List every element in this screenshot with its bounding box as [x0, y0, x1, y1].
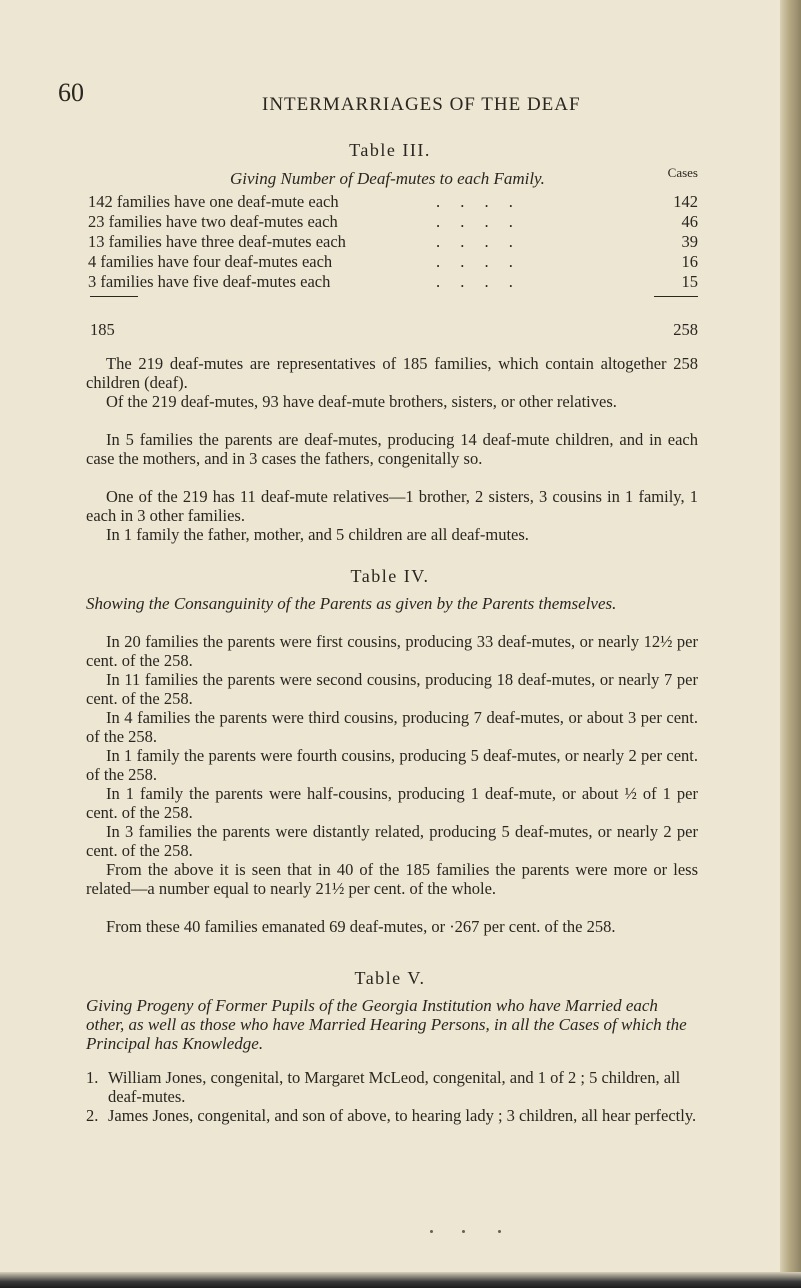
paragraph: In 20 families the parents were first cousins, producing 33 deaf-mutes, or nearly 12½ per cent. of the 258.	[86, 632, 698, 670]
paragraph: One of the 219 has 11 deaf-mute relatives—1 brother, 2 sisters, 3 cousins in 1 family, 1 each in 3 other families.	[86, 487, 698, 525]
table-3-caption: Giving Number of Deaf-mutes to each Family.	[230, 169, 545, 188]
running-head: INTERMARRIAGES OF THE DEAF	[262, 94, 581, 115]
ink-speck	[498, 1230, 501, 1233]
leader-dots: . . . .	[436, 272, 521, 291]
row-value: 15	[681, 272, 698, 291]
leader-dots: . . . .	[436, 252, 521, 271]
paragraph: In 3 families the parents were distantly related, producing 5 deaf-mutes, or nearly 2 per cent. of the 258.	[86, 822, 698, 860]
leader-dots: . . . .	[436, 212, 521, 231]
paragraph: Of the 219 deaf-mutes, 93 have deaf-mute brothers, sisters, or other relatives.	[106, 392, 617, 411]
list-item	[86, 1068, 698, 1106]
paragraph: In 5 families the parents are deaf-mutes, producing 14 deaf-mute children, and in each case the mothers, and in 3 cases the fathers, congenitally so.	[86, 430, 698, 468]
row-label: 4 families have four deaf-mutes each	[88, 252, 333, 271]
total-families: 185	[90, 320, 115, 339]
paragraph: From these 40 families emanated 69 deaf-mutes, or ·267 per cent. of the 258.	[106, 917, 616, 936]
row-label: 3 families have five deaf-mutes each	[88, 272, 331, 291]
table-row	[88, 272, 698, 292]
list-number: 2.	[86, 1106, 99, 1125]
total-rule-right	[654, 296, 698, 297]
list-item	[86, 1106, 698, 1125]
paragraph: In 1 family the parents were fourth cousins, producing 5 deaf-mutes, or nearly 2 per cent. of the 258.	[86, 746, 698, 784]
table-row	[88, 252, 698, 272]
row-label: 13 families have three deaf-mutes each	[88, 232, 346, 251]
page-bottom-edge	[0, 1272, 801, 1288]
total-cases: 258	[673, 320, 698, 339]
list-text: William Jones, congenital, to Margaret McLeod, congenital, and 1 of 2 ; 5 children, all deaf-mutes.	[108, 1068, 681, 1106]
table-5-caption: Giving Progeny of Former Pupils of the Georgia Institution who have Married each other, as well as those who have Married Hearing Persons, in all the Cases of which the Principal has Knowledge.	[86, 996, 687, 1053]
table-row	[88, 192, 698, 212]
paragraph: The 219 deaf-mutes are representatives of 185 families, which contain altogether 258 children (deaf).	[86, 354, 698, 392]
paragraph: In 11 families the parents were second cousins, producing 18 deaf-mutes, or nearly 7 per cent. of the 258.	[86, 670, 698, 708]
table-row	[88, 212, 698, 232]
table-4-caption: Showing the Consanguinity of the Parents as given by the Parents themselves.	[86, 594, 617, 613]
cases-column-header: Cases	[667, 165, 698, 180]
row-value: 142	[673, 192, 698, 211]
list-text: James Jones, congenital, and son of above, to hearing lady ; 3 children, all hear perfectly.	[108, 1106, 697, 1125]
leader-dots: . . . .	[436, 192, 521, 211]
row-value: 16	[681, 252, 698, 271]
row-label: 23 families have two deaf-mutes each	[88, 212, 338, 231]
page-number: 60	[58, 78, 84, 107]
table-4-title: Table IV.	[350, 566, 430, 586]
paragraph: From the above it is seen that in 40 of the 185 families the parents were more or less related—a number equal to nearly 21½ per cent. of the whole.	[86, 860, 698, 898]
paragraph: In 1 family the parents were half-cousins, producing 1 deaf-mute, or about ½ of 1 per cent. of the 258.	[86, 784, 698, 822]
row-value: 46	[681, 212, 698, 231]
table-row	[88, 232, 698, 252]
paragraph: In 4 families the parents were third cousins, producing 7 deaf-mutes, or about 3 per cent. of the 258.	[86, 708, 698, 746]
row-label: 142 families have one deaf-mute each	[88, 192, 339, 211]
ink-speck	[462, 1230, 465, 1233]
page-edge	[780, 0, 801, 1288]
table-5-title: Table V.	[354, 968, 426, 988]
table-3-title: Table III.	[349, 140, 431, 160]
table-total-row	[88, 320, 698, 340]
paragraph: In 1 family the father, mother, and 5 children are all deaf-mutes.	[106, 525, 529, 544]
row-value: 39	[681, 232, 698, 251]
list-number: 1.	[86, 1068, 99, 1087]
leader-dots: . . . .	[436, 232, 521, 251]
total-rule-left	[90, 296, 138, 297]
ink-speck	[430, 1230, 433, 1233]
